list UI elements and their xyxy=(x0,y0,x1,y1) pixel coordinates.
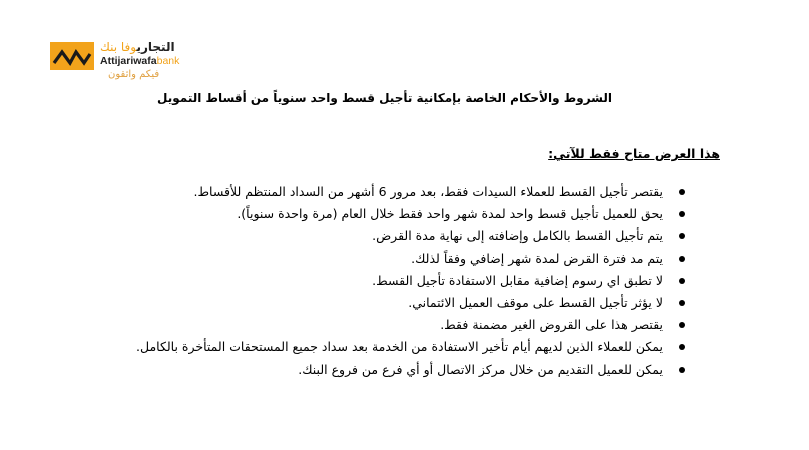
list-item xyxy=(165,248,685,270)
list-item xyxy=(165,314,685,336)
logo-arabic-name xyxy=(100,40,175,54)
bullet-icon xyxy=(679,233,685,239)
logo-tagline: فيكم واثقون xyxy=(108,69,160,80)
bullet-icon xyxy=(679,300,685,306)
logo-arabic-main: التجاري xyxy=(136,40,175,54)
document-title: الشروط والأحكام الخاصة بإمكانية تأجيل قسط واحد سنوياً من أقساط التمويل xyxy=(157,91,612,105)
list-item-text: لا يؤثر تأجيل القسط على موقف العميل الائتماني. xyxy=(408,294,663,310)
list-item-text: يتم مد فترة القرض لمدة شهر إضافي وفقاً لذلك. xyxy=(411,250,663,266)
list-item xyxy=(165,270,685,292)
bullet-icon xyxy=(679,367,685,373)
logo-mark-icon xyxy=(50,42,94,70)
list-item xyxy=(165,359,685,381)
bullet-icon xyxy=(679,256,685,262)
list-item-text: يقتصر تأجيل القسط للعملاء السيدات فقط، بعد مرور 6 أشهر من السداد المنتظم للأقساط. xyxy=(193,184,663,199)
list-item xyxy=(165,225,685,247)
list-item xyxy=(165,181,685,203)
bullet-icon xyxy=(679,278,685,284)
bank-logo xyxy=(50,40,210,84)
logo-english-accent: bank xyxy=(156,55,180,67)
logo-english-name xyxy=(100,55,179,67)
list-item xyxy=(165,203,685,225)
logo-arabic-accent: وفا بنك xyxy=(100,40,137,54)
bullet-icon xyxy=(679,322,685,328)
offer-heading: هذا العرض متاح فقط للآتي: xyxy=(548,146,720,161)
list-item-text: يمكن للعميل التقديم من خلال مركز الاتصال أو أي فرع من فروع البنك. xyxy=(298,361,663,377)
list-item-text: لا تطبق اي رسوم إضافية مقابل الاستفادة تأجيل القسط. xyxy=(372,272,663,288)
list-item-text: يمكن للعملاء الذين لديهم أيام تأخير الاستفادة من الخدمة بعد سداد جميع المستحقات المتأخرة بالكامل. xyxy=(136,339,663,355)
list-item-text: يقتصر هذا على القروض الغير مضمنة فقط. xyxy=(440,317,663,333)
list-item xyxy=(136,336,685,358)
list-item xyxy=(165,292,685,314)
bullet-icon xyxy=(679,211,685,217)
terms-list xyxy=(136,181,685,381)
list-item-text: يحق للعميل تأجيل قسط واحد لمدة شهر واحد فقط خلال العام (مرة واحدة سنوياً). xyxy=(237,206,663,222)
bullet-icon xyxy=(679,344,685,350)
logo-english-main: Attijariwafa xyxy=(100,55,157,67)
bullet-icon xyxy=(679,189,685,195)
list-item-text: يتم تأجيل القسط بالكامل وإضافته إلى نهاية مدة القرض. xyxy=(372,228,663,244)
